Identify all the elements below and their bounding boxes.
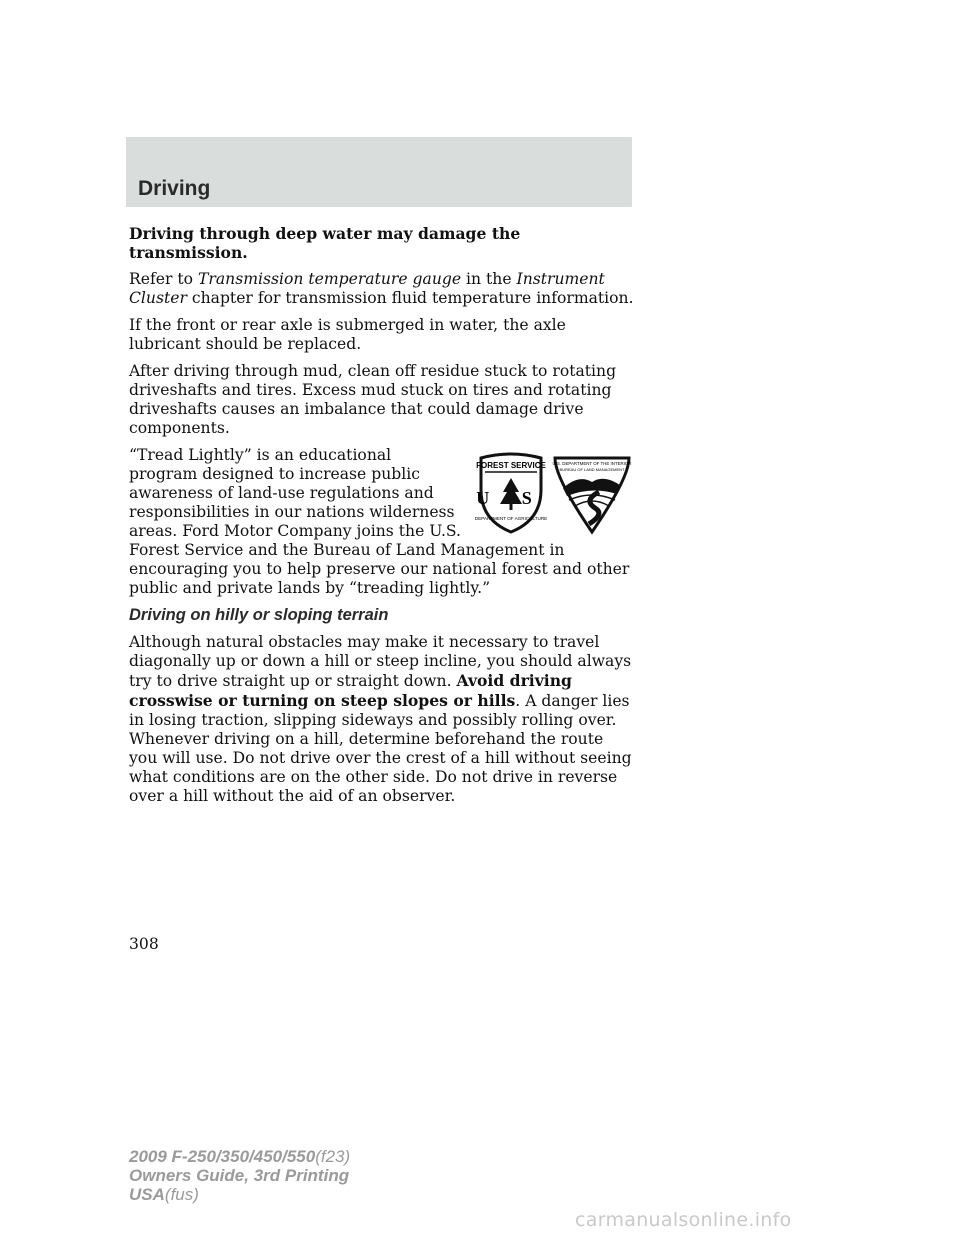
link-transmission-gauge: Transmission temperature gauge (198, 270, 462, 288)
forest-service-letters: U S (476, 488, 546, 508)
link-instrument-cluster: Instrument Cluster (129, 270, 605, 307)
blm-sub-text: BUREAU OF LAND MANAGEMENT (559, 467, 625, 472)
paragraph-mud: After driving through mud, clean off residue stuck to rotating driveshafts and tires. Excess mud stuck on tires and rotating driveshafts causes an imbalance that could damage drive components. (129, 362, 617, 437)
blm-shield-icon (553, 458, 632, 532)
watermark: carmanualsonline.info (575, 1209, 792, 1231)
paragraph-hill-driving: Although natural obstacles may make it necessary to travel diagonally up or down a hill or steep incline, you should always try to drive straight up or straight down. Avoid driving crosswise or turning on steep slopes or hills. A danger lies in losing traction, slipping sideways and possibly rolling over. Whenever driving on a hill, determine beforehand the route you will use. Do not drive over the crest of a hill without seeing what conditions are on the other side. Do not drive in reverse over a hill without the aid of an observer. (129, 633, 632, 805)
tread-lightly-block (129, 446, 635, 598)
forest-service-top-text: FOREST SERVICE (476, 461, 546, 470)
subheading-hilly-terrain: Driving on hilly or sloping terrain (129, 606, 389, 624)
hill-warning-bold: Avoid driving crosswise or turning on steep slopes or hills (129, 671, 572, 710)
page-content (129, 224, 635, 814)
document-footer (129, 1147, 350, 1204)
page-number: 308 (129, 935, 159, 953)
warning-paragraph: Driving through deep water may damage the transmission. (129, 224, 521, 262)
paragraph-axle: If the front or rear axle is submerged in water, the axle lubricant should be replaced. (129, 316, 566, 353)
agency-logos (471, 448, 639, 536)
forest-service-bottom-text: DEPARTMENT OF AGRICULTURE (474, 516, 548, 521)
blm-top-text: U.S. DEPARTMENT OF THE INTERIOR (552, 461, 632, 466)
section-header (126, 137, 632, 207)
forest-service-shield-icon (475, 454, 547, 532)
paragraph-transmission-gauge: Refer to Transmission temperature gauge in the Instrument Cluster chapter for transmission fluid temperature information. (129, 270, 634, 307)
agency-logos-graphic (471, 448, 639, 536)
section-title: Driving (138, 177, 211, 200)
footer-line-region: USA(fus) (129, 1185, 199, 1204)
paragraph-tread-lightly: “Tread Lightly” is an educational program designed to increase public awareness of land-use regulations and responsibilities in our nations wilderness areas. Ford Motor Company joins the U.S. Forest Service and the Bureau of Land Management in encouraging you to help preserve our national forest and other public and private lands by “treading lightly.” (129, 446, 630, 597)
footer-line-model: 2009 F-250/350/450/550(f23) (129, 1147, 351, 1166)
footer-line-guide: Owners Guide, 3rd Printing (129, 1166, 350, 1185)
